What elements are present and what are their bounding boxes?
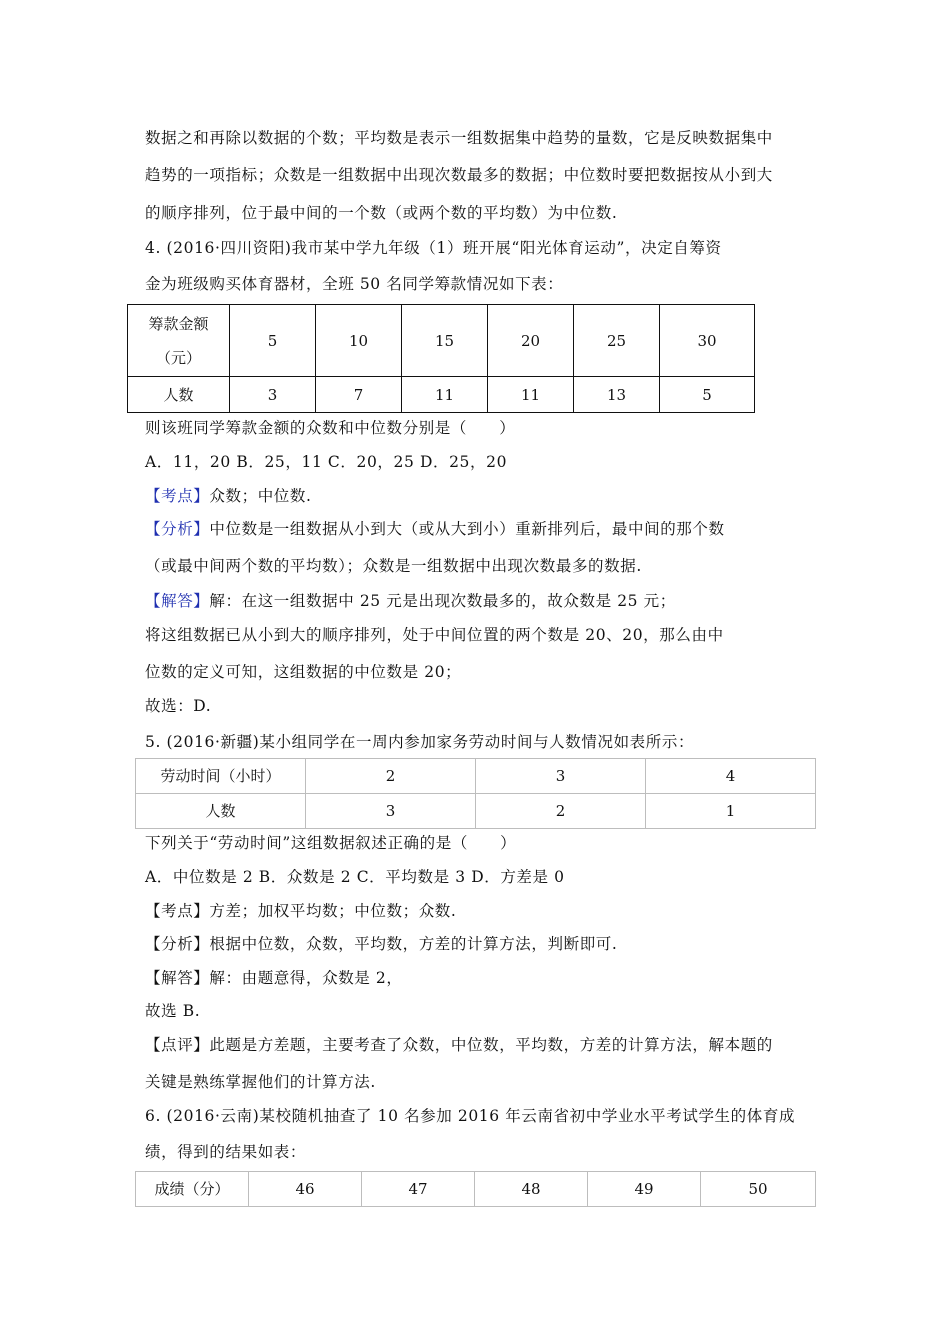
q4-table-header-line-2: （元） [155, 348, 201, 367]
q6-table-header-label: 成绩（分） [136, 1172, 249, 1207]
q4-table-count-cell: 7 [316, 377, 402, 413]
q4-jieda-line-3: 位数的定义可知，这组数据的中位数是 20； [145, 663, 462, 681]
q4-options: A．11，20 B．25，11 C．20，25 D．25，20 [145, 453, 508, 471]
q4-table-amount-cell: 25 [574, 305, 660, 377]
q5-table-header-label: 劳动时间（小时） [136, 759, 306, 794]
q5-labor-table [135, 758, 816, 829]
q5-dianping-line-2: 关键是熟练掌握他们的计算方法. [145, 1073, 376, 1091]
q5-table-count-cell: 1 [646, 794, 816, 829]
q5-table-count-cell: 2 [476, 794, 646, 829]
q5-answer: 故选 B. [145, 1002, 201, 1020]
q4-question: 则该班同学筹款金额的众数和中位数分别是（ ） [145, 419, 516, 437]
kaodian-tag: 【考点】 [145, 487, 210, 505]
q4-stem-line-1: 4. (2016·四川资阳)我市某中学九年级（1）班开展“阳光体育运动”，决定自筹资 [145, 239, 722, 257]
q4-table-count-cell: 5 [660, 377, 755, 413]
q4-table-header-line-1: 筹款金额 [148, 314, 209, 333]
jieda-tag: 【解答】 [145, 592, 210, 610]
q4-table-amount-cell: 10 [316, 305, 402, 377]
q4-kaodian-text: 众数；中位数. [209, 487, 312, 505]
q5-table-hours-cell: 4 [646, 759, 816, 794]
q6-score-table [135, 1171, 816, 1207]
q4-table-amount-row [128, 305, 755, 377]
q4-stem-line-2: 金为班级购买体育器材，全班 50 名同学筹款情况如下表： [145, 275, 564, 293]
q6-table-score-cell: 48 [475, 1172, 588, 1207]
q6-table-score-cell: 50 [701, 1172, 816, 1207]
q5-table-count-row [136, 794, 816, 829]
intro-line-3: 的顺序排列，位于最中间的一个数（或两个数的平均数）为中位数. [145, 204, 618, 222]
q4-table-amount-cell: 5 [230, 305, 316, 377]
q4-fenxi-text-1: 中位数是一组数据从小到大（或从大到小）重新排列后，最中间的那个数 [209, 520, 725, 538]
q4-jieda-text-1: 解：在这一组数据中 25 元是出现次数最多的，故众数是 25 元； [209, 592, 676, 610]
q5-table-hours-row [136, 759, 816, 794]
q6-table-score-row [136, 1172, 816, 1207]
q6-stem-line-1: 6. (2016·云南)某校随机抽查了 10 名参加 2016 年云南省初中学业水平考试学生的体育成 [145, 1107, 796, 1125]
q5-table-hours-cell: 3 [476, 759, 646, 794]
q4-table-amount-cell: 30 [660, 305, 755, 377]
q4-jieda-line-1 [145, 589, 676, 611]
q4-table-row-label: 人数 [128, 377, 230, 413]
q6-stem-line-2: 绩，得到的结果如表： [145, 1143, 307, 1161]
q4-table-count-cell: 13 [574, 377, 660, 413]
q4-table-count-row [128, 377, 755, 413]
q5-jieda: 【解答】解：由题意得，众数是 2， [145, 969, 403, 987]
q4-kaodian-line [145, 484, 312, 506]
q5-kaodian: 【考点】方差；加权平均数；中位数；众数. [145, 902, 457, 920]
q5-question: 下列关于“劳动时间”这组数据叙述正确的是（ ） [145, 834, 517, 852]
q5-options: A．中位数是 2 B．众数是 2 C．平均数是 3 D．方差是 0 [145, 868, 565, 886]
q5-table-count-cell: 3 [306, 794, 476, 829]
q4-fenxi-line-2: （或最中间两个数的平均数）；众数是一组数据中出现次数最多的数据. [145, 557, 642, 575]
q5-table-row-label: 人数 [136, 794, 306, 829]
q4-table-amount-cell: 15 [402, 305, 488, 377]
q4-fenxi-line-1 [145, 517, 725, 539]
intro-line-2: 趋势的一项指标；众数是一组数据中出现次数最多的数据；中位数时要把数据按从小到大 [145, 166, 773, 184]
q4-answer: 故选：D. [145, 697, 212, 715]
intro-line-1: 数据之和再除以数据的个数；平均数是表示一组数据集中趋势的量数，它是反映数据集中 [145, 129, 773, 147]
q6-table-score-cell: 46 [249, 1172, 362, 1207]
q4-table-header-cell [128, 305, 230, 377]
q5-table-hours-cell: 2 [306, 759, 476, 794]
q4-table-count-cell: 3 [230, 377, 316, 413]
q6-table-score-cell: 49 [588, 1172, 701, 1207]
q5-fenxi: 【分析】根据中位数，众数，平均数，方差的计算方法，判断即可. [145, 935, 618, 953]
q6-table-score-cell: 47 [362, 1172, 475, 1207]
q4-donation-table [127, 304, 755, 413]
q4-table-count-cell: 11 [402, 377, 488, 413]
q4-jieda-line-2: 将这组数据已从小到大的顺序排列，处于中间位置的两个数是 20、20，那么由中 [145, 626, 724, 644]
q5-dianping-line-1: 【点评】此题是方差题，主要考查了众数，中位数，平均数，方差的计算方法，解本题的 [145, 1036, 773, 1054]
fenxi-tag: 【分析】 [145, 520, 210, 538]
q5-stem: 5. (2016·新疆)某小组同学在一周内参加家务劳动时间与人数情况如表所示： [145, 733, 695, 751]
q4-table-count-cell: 11 [488, 377, 574, 413]
q4-table-amount-cell: 20 [488, 305, 574, 377]
